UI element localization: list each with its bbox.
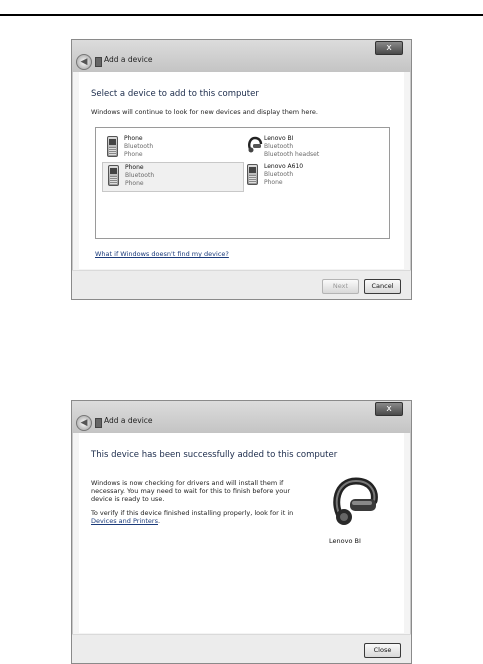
window-close-button[interactable]: x	[375, 41, 403, 55]
page-heading: This device has been successfully added to this computer	[91, 450, 338, 460]
page-subtext: Windows will continue to look for new devices and display them here.	[91, 108, 318, 116]
back-arrow-icon[interactable]: ◀	[76, 54, 92, 70]
devices-and-printers-link[interactable]: Devices and Printers	[91, 517, 158, 525]
headset-icon	[247, 136, 263, 157]
window-close-button[interactable]: x	[375, 402, 403, 416]
wizard-footer	[72, 270, 411, 299]
window-title: Add a device	[104, 416, 153, 425]
next-button[interactable]: Next	[322, 279, 359, 294]
back-arrow-icon[interactable]: ◀	[76, 415, 92, 431]
help-link[interactable]: What if Windows doesn't find my device?	[95, 250, 229, 258]
device-item-lenovo-a610[interactable]	[242, 162, 382, 190]
device-category: Bluetooth headset	[264, 151, 320, 158]
wizard-footer	[72, 634, 411, 663]
device-item-phone-2[interactable]	[102, 162, 244, 192]
device-type: Bluetooth	[264, 171, 294, 178]
device-category: Phone	[264, 179, 283, 186]
device-name: Lenovo BI	[264, 135, 294, 142]
add-device-window-success	[71, 400, 412, 664]
title-bar	[72, 40, 411, 72]
window-title: Add a device	[104, 55, 153, 64]
device-list[interactable]	[95, 127, 390, 239]
close-button[interactable]: Close	[364, 643, 401, 658]
phone-icon	[247, 164, 258, 185]
device-name-label: Lenovo BI	[329, 537, 361, 545]
device-type: Bluetooth	[125, 172, 155, 179]
cancel-button[interactable]: Cancel	[364, 279, 401, 294]
page-heading: Select a device to add to this computer	[91, 89, 259, 99]
device-item-phone-1[interactable]	[102, 134, 242, 162]
device-name: Phone	[125, 164, 144, 171]
verify-suffix: .	[158, 517, 161, 525]
device-type: Bluetooth	[124, 143, 154, 150]
bluetooth-device-icon	[95, 418, 102, 428]
add-device-window-select	[71, 39, 412, 300]
verify-paragraph	[91, 509, 306, 525]
phone-icon	[107, 136, 118, 157]
device-category: Phone	[124, 151, 143, 158]
device-item-lenovo-bi[interactable]	[242, 134, 382, 162]
device-name: Lenovo A610	[264, 163, 304, 170]
device-name: Phone	[124, 135, 143, 142]
wizard-content	[79, 72, 404, 269]
device-type: Bluetooth	[264, 143, 294, 150]
page-top-rule	[0, 14, 483, 16]
verify-text: To verify if this device finished installing properly, look for it in	[91, 509, 294, 517]
phone-icon	[108, 165, 119, 186]
headset-icon	[326, 473, 382, 529]
title-bar	[72, 401, 411, 433]
status-paragraph: Windows is now checking for drivers and will install them if necessary. You may need to wait for this to finish before your device is ready to use.	[91, 479, 291, 503]
device-category: Phone	[125, 180, 144, 187]
bluetooth-device-icon	[95, 57, 102, 67]
wizard-content	[79, 433, 404, 633]
